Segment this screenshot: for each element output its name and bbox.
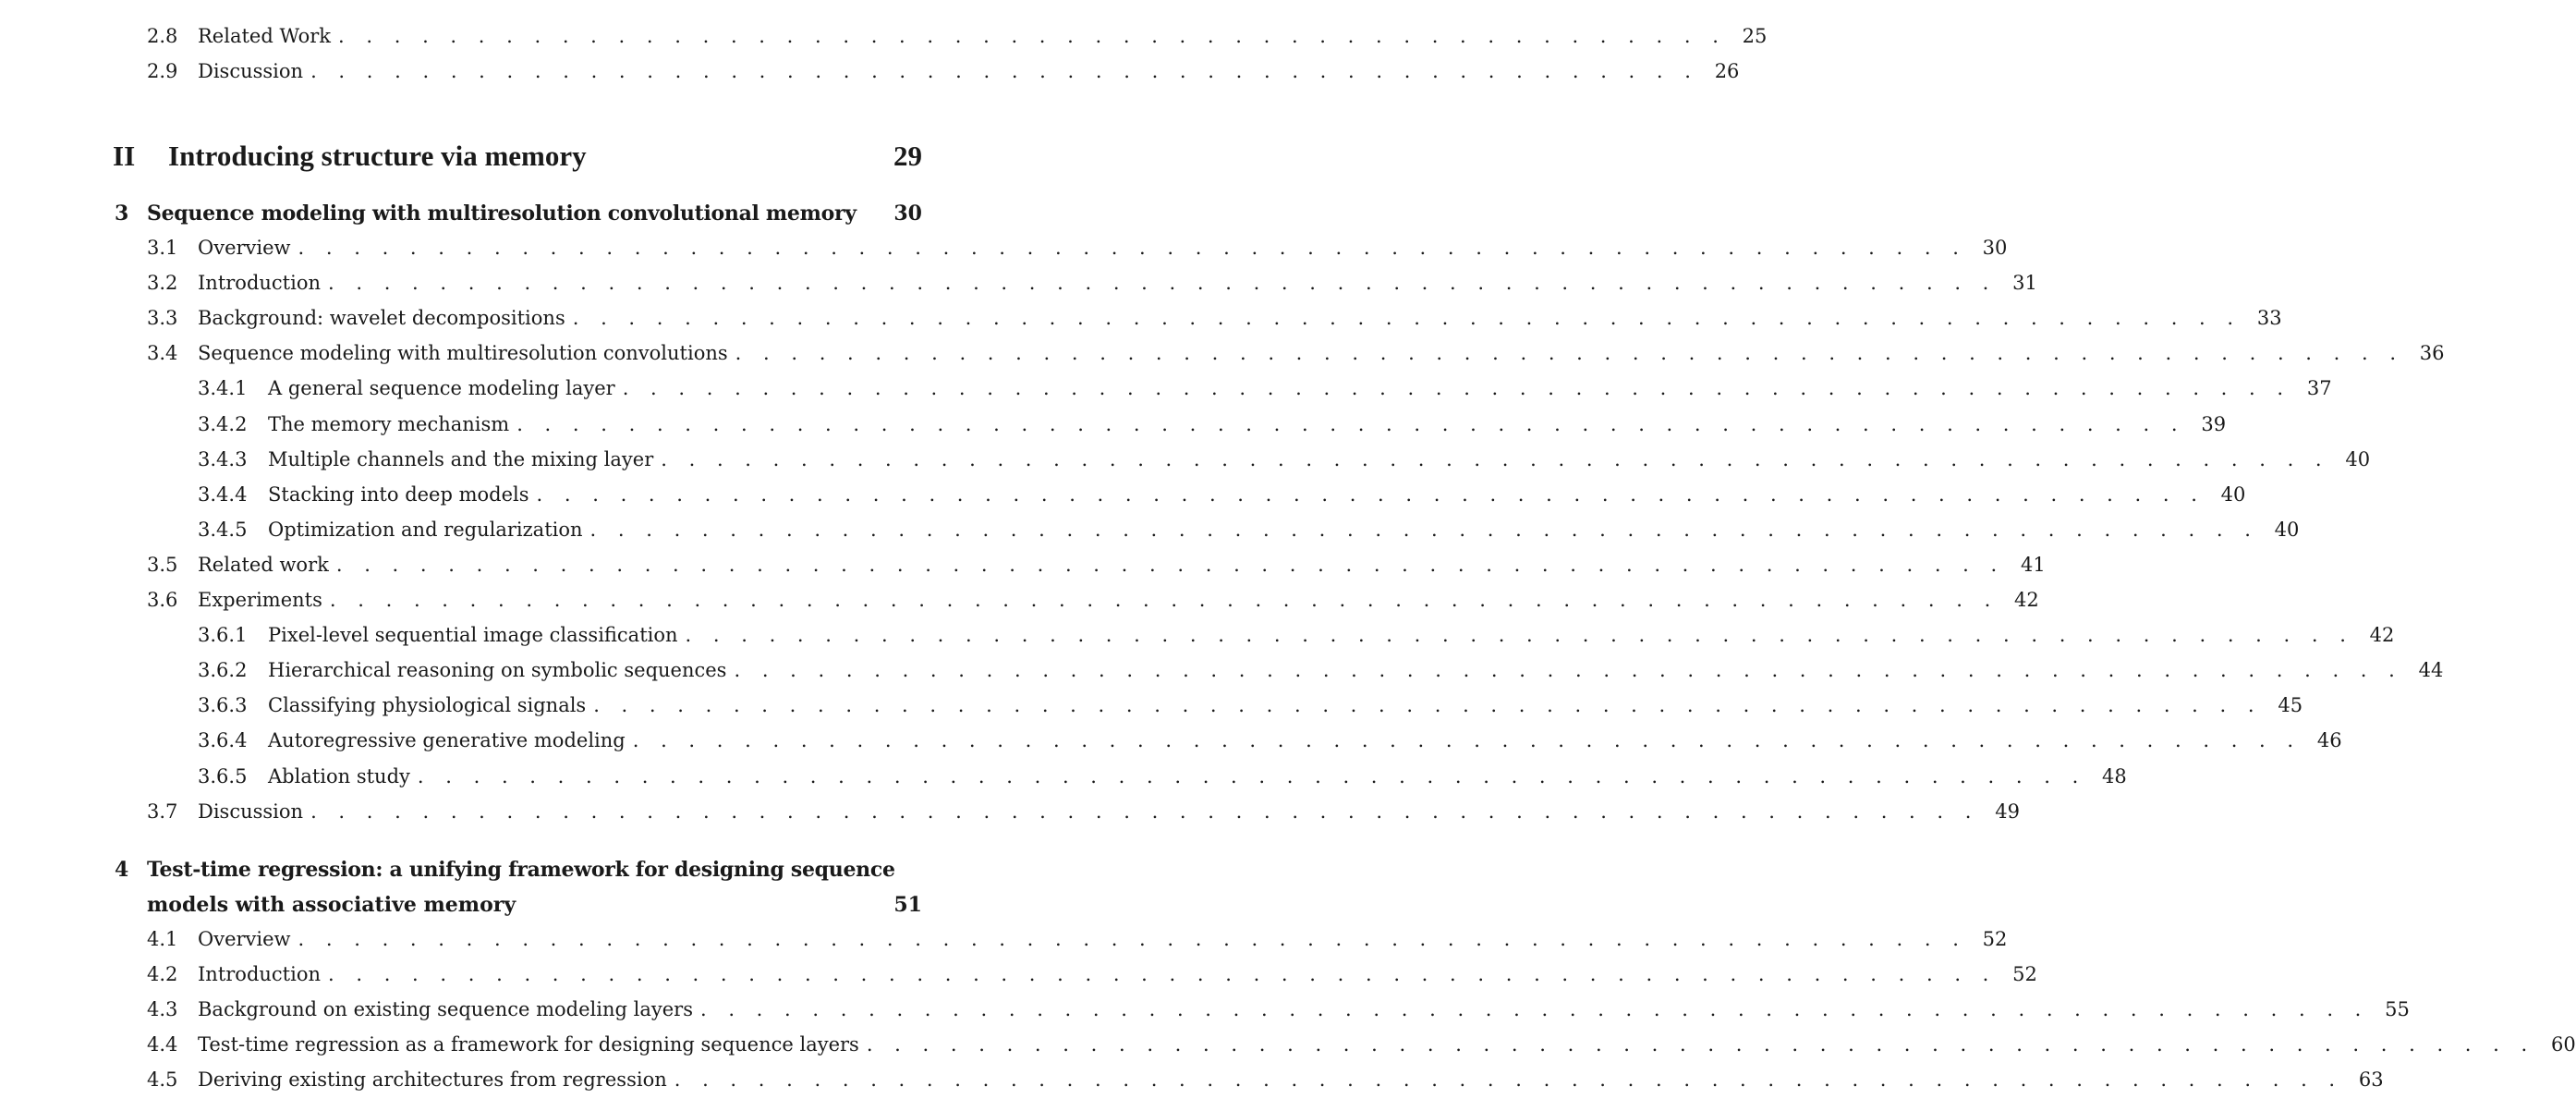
toc-entry[interactable] xyxy=(147,342,2445,365)
page-number: 29 xyxy=(893,140,922,172)
section-number: 3.4.1 xyxy=(198,377,248,400)
toc-entry[interactable] xyxy=(198,694,2303,717)
section-title: Discussion xyxy=(198,800,304,823)
part-number: II xyxy=(113,140,136,172)
page-number: 60 xyxy=(2550,1033,2576,1056)
section-number: 3.6.5 xyxy=(198,764,248,787)
toc-entry[interactable] xyxy=(147,307,2282,330)
section-title: Hierarchical reasoning on symbolic sequences xyxy=(268,659,727,682)
section-number: 3.1 xyxy=(147,237,178,259)
section-number: 3.7 xyxy=(147,800,178,823)
section-number: 3.4.4 xyxy=(198,482,248,506)
toc-entry[interactable] xyxy=(198,729,2342,752)
section-title: Overview xyxy=(198,237,291,259)
dot-leader: . . . . . . . . . . . . . . . . . . . . . . . . . . . . . . . . . . . . . . . . . . . . . . . . . . . . . . . . . . . . xyxy=(328,963,1997,985)
dot-leader: . . . . . . . . . . . . . . . . . . . . . . . . . . . . . . . . . . . . . . . . . . . . . . . . . . . . . . . . . . . . xyxy=(593,694,2263,717)
dot-leader: . . . . . . . . . . . . . . . . . . . . . . . . . . . . . . . . . . . . . . . . . . . . . . . . . . . . . . . . . . . . xyxy=(632,729,2302,752)
toc-entry[interactable] xyxy=(147,998,2410,1020)
chapter-heading[interactable] xyxy=(115,201,922,226)
toc-entry[interactable] xyxy=(198,764,2127,787)
dot-leader: . . . . . . . . . . . . . . . . . . . . . . . . . . . . . . . . . . . . . . . . . . . . . . . . . . . . . . . . . . . . xyxy=(417,764,2086,787)
dot-leader: . . . . . . . . . . . . . . . . . . . . . . . . . . . . . . . . . . . . . . . . . . . . . . . . . . . . . . . . . . . . xyxy=(589,518,2259,541)
page-number: 45 xyxy=(2278,694,2303,717)
toc-entry[interactable] xyxy=(198,482,2246,506)
page-number: 31 xyxy=(2012,272,2037,295)
section-title: Classifying physiological signals xyxy=(268,694,587,717)
page-number: 42 xyxy=(2014,589,2039,611)
section-number: 3.4.5 xyxy=(198,518,248,541)
page-number: 48 xyxy=(2102,764,2127,787)
page-number: 33 xyxy=(2256,307,2282,330)
toc-entry[interactable] xyxy=(198,447,2371,470)
section-title: Test-time regression as a framework for designing sequence layers xyxy=(198,1033,859,1056)
toc-entry[interactable] xyxy=(147,60,1740,82)
section-number: 2.9 xyxy=(147,60,178,82)
dot-leader: . . . . . . . . . . . . . . . . . . . . . . . . . . . . . . . . . . . . . . . . . . . . . . . . . . . . . . . . . . . . xyxy=(866,1033,2535,1056)
page-number: 44 xyxy=(2418,659,2444,682)
section-number: 3.2 xyxy=(147,272,178,295)
section-title: Autoregressive generative modeling xyxy=(268,729,626,752)
page-number: 36 xyxy=(2419,342,2445,365)
chapter-title: Test-time regression: a unifying framework for designing sequence xyxy=(147,858,895,882)
section-title: Related Work xyxy=(198,25,332,47)
section-title: Optimization and regularization xyxy=(268,518,583,541)
toc-entry[interactable] xyxy=(147,800,2020,823)
dot-leader: . . . . . . . . . . . . . . . . . . . . . . . . . . . . . . . . . . . . . . . . . . . . . . . . . . . . . . . . . . . . xyxy=(310,800,1979,823)
toc-entry[interactable] xyxy=(147,237,2008,259)
toc-entry[interactable] xyxy=(147,1033,2576,1056)
chapter-heading[interactable] xyxy=(115,858,922,882)
page-number: 26 xyxy=(1714,60,1740,82)
toc-entry[interactable] xyxy=(147,553,2046,576)
section-title: Background: wavelet decompositions xyxy=(198,307,565,330)
dot-leader: . . . . . . . . . . . . . . . . . . . . . . . . . . . . . . . . . . . . . . . . . . . . . . . . . . . . . . . . . . . . xyxy=(661,447,2330,470)
section-number: 3.6.2 xyxy=(198,659,248,682)
section-title: Multiple channels and the mixing layer xyxy=(268,447,654,470)
page-number: 39 xyxy=(2201,412,2227,435)
section-title: Ablation study xyxy=(268,764,410,787)
page-number: 30 xyxy=(893,201,922,226)
page-number: 40 xyxy=(2274,518,2300,541)
section-title: Related work xyxy=(198,553,329,576)
section-number: 3.6 xyxy=(147,589,178,611)
dot-leader: . . . . . . . . . . . . . . . . . . . . . . . . . . . . . . . . . . . . . . . . . . . . . . . . . . . . . . . . . . . . xyxy=(329,589,1999,611)
section-number: 4.3 xyxy=(147,998,178,1020)
section-title: Experiments xyxy=(198,589,322,611)
part-heading[interactable] xyxy=(113,140,922,173)
chapter-heading-continued[interactable] xyxy=(147,893,922,917)
page-number: 52 xyxy=(2012,963,2037,985)
dot-leader: . . . . . . . . . . . . . . . . . . . . . . . . . . . . . . . . . . . . . . . . . . . . . . . . . . . . . . . . . . . . xyxy=(328,272,1997,295)
section-number: 3.4.3 xyxy=(198,447,248,470)
chapter-number: 3 xyxy=(115,201,129,226)
page-number: 49 xyxy=(1995,800,2020,823)
dot-leader: . . . . . . . . . . . . . . . . . . . . . . . . . . . . . . . . . . . . . . . . . . . . . . . . . . . . . . . . . . . . xyxy=(685,624,2354,647)
toc-entry[interactable] xyxy=(147,589,2039,611)
section-title: A general sequence modeling layer xyxy=(268,377,615,400)
section-title: Overview xyxy=(198,928,291,950)
toc-entry[interactable] xyxy=(147,963,2037,985)
page-number: 51 xyxy=(893,893,922,917)
dot-leader: . . . . . . . . . . . . . . . . . . . . . . . . . . . . . . . . . . . . . . . . . . . . . . . . . . . . . . . . . . . . xyxy=(298,237,1967,259)
toc-entry[interactable] xyxy=(147,928,2008,950)
toc-entry[interactable] xyxy=(198,377,2332,400)
section-number: 3.6.3 xyxy=(198,694,248,717)
page-number: 42 xyxy=(2369,624,2395,647)
toc-entry[interactable] xyxy=(198,659,2444,682)
section-number: 4.4 xyxy=(147,1033,178,1056)
section-title: Background on existing sequence modeling layers xyxy=(198,998,693,1020)
toc-entry[interactable] xyxy=(147,272,2037,295)
section-number: 3.4 xyxy=(147,342,178,365)
section-number: 4.2 xyxy=(147,963,178,985)
dot-leader: . . . . . . . . . . . . . . . . . . . . . . . . . . . . . . . . . . . . . . . . . . . . . . . . . . . . . . . . . . . . xyxy=(735,342,2404,365)
section-number: 3.6.1 xyxy=(198,624,248,647)
dot-leader: . . . . . . . . . . . . . . . . . . . . . . . . . . . . . . . . . . . . . . . . . . . . . . . . . . . . . . . . . . . . xyxy=(516,412,2186,435)
section-title: Stacking into deep models xyxy=(268,482,529,506)
page-number: 30 xyxy=(1982,237,2008,259)
section-title: Deriving existing architectures from regression xyxy=(198,1068,667,1091)
dot-leader: . . . . . . . . . . . . . . . . . . . . . . . . . . . . . . . . . . . . . . . . . . . . . . . . . . . . . . . . . . . . xyxy=(536,482,2205,506)
page-number: 41 xyxy=(2020,553,2046,576)
dot-leader: . . . . . . . . . . . . . . . . . . . . . . . . . . . . . . . . . . . . . . . . . . . . . . . . . . . . . . . . . . . . xyxy=(572,307,2242,330)
page-number: 40 xyxy=(2345,447,2371,470)
dot-leader: . . . . . . . . . . . . . . . . . . . . . . . . . . . . . . . . . . . . . . . . . . . . . . . . . . . . . . . . . . . . xyxy=(734,659,2403,682)
section-number: 4.5 xyxy=(147,1068,178,1091)
page-number: 55 xyxy=(2385,998,2410,1020)
section-title: The memory mechanism xyxy=(268,412,510,435)
dot-leader: . . . . . . . . . . . . . . . . . . . . . . . . . . . . . . . . . . . . . . . . . . . . . . . . . . . . . . . . . . . . xyxy=(622,377,2291,400)
toc-entry[interactable] xyxy=(147,25,1768,47)
page-number: 52 xyxy=(1982,928,2008,950)
dot-leader: . . . . . . . . . . . . . . . . . . . . . . . . . . . . . . . . . . . . . . . . . . . . . . . . . . . . . . . . . . . . xyxy=(298,928,1967,950)
dot-leader: . . . . . . . . . . . . . . . . . . . . . . . . . . . . . . . . . . . . . . . . . . . . . . . . . . . . . . . . . . . . xyxy=(335,553,2005,576)
page-number: 37 xyxy=(2306,377,2332,400)
toc-entry[interactable] xyxy=(198,412,2227,435)
dot-leader: . . . . . . . . . . . . . . . . . . . . . . . . . . . . . . . . . . . . . . . . . . . . . . . . . . xyxy=(338,25,1727,47)
chapter-title: Sequence modeling with multiresolution convolutional memory xyxy=(147,201,857,226)
section-number: 2.8 xyxy=(147,25,178,47)
part-title: Introducing structure via memory xyxy=(168,140,587,172)
dot-leader: . . . . . . . . . . . . . . . . . . . . . . . . . . . . . . . . . . . . . . . . . . . . . . . . . . . . . . . . . . . . xyxy=(699,998,2369,1020)
section-title: Introduction xyxy=(198,963,321,985)
section-title: Sequence modeling with multiresolution convolutions xyxy=(198,342,728,365)
section-title: Discussion xyxy=(198,60,304,82)
section-number: 3.4.2 xyxy=(198,412,248,435)
page-number: 25 xyxy=(1742,25,1768,47)
dot-leader: . . . . . . . . . . . . . . . . . . . . . . . . . . . . . . . . . . . . . . . . . . . . . . . . . . . . . . . . . . . . xyxy=(674,1068,2343,1091)
page-number: 40 xyxy=(2220,482,2246,506)
page-number: 46 xyxy=(2316,729,2342,752)
dot-leader: . . . . . . . . . . . . . . . . . . . . . . . . . . . . . . . . . . . . . . . . . . . . . . . . . . xyxy=(310,60,1699,82)
section-title: Introduction xyxy=(198,272,321,295)
page-number: 63 xyxy=(2358,1068,2384,1091)
section-number: 4.1 xyxy=(147,928,178,950)
section-number: 3.3 xyxy=(147,307,178,330)
section-title: Pixel-level sequential image classification xyxy=(268,624,678,647)
toc-entry[interactable] xyxy=(198,624,2395,647)
section-number: 3.6.4 xyxy=(198,729,248,752)
section-number: 3.5 xyxy=(147,553,178,576)
chapter-title-continued: models with associative memory xyxy=(147,893,516,917)
toc-entry[interactable] xyxy=(198,518,2300,541)
chapter-number: 4 xyxy=(115,858,129,882)
toc-entry[interactable] xyxy=(147,1068,2384,1091)
